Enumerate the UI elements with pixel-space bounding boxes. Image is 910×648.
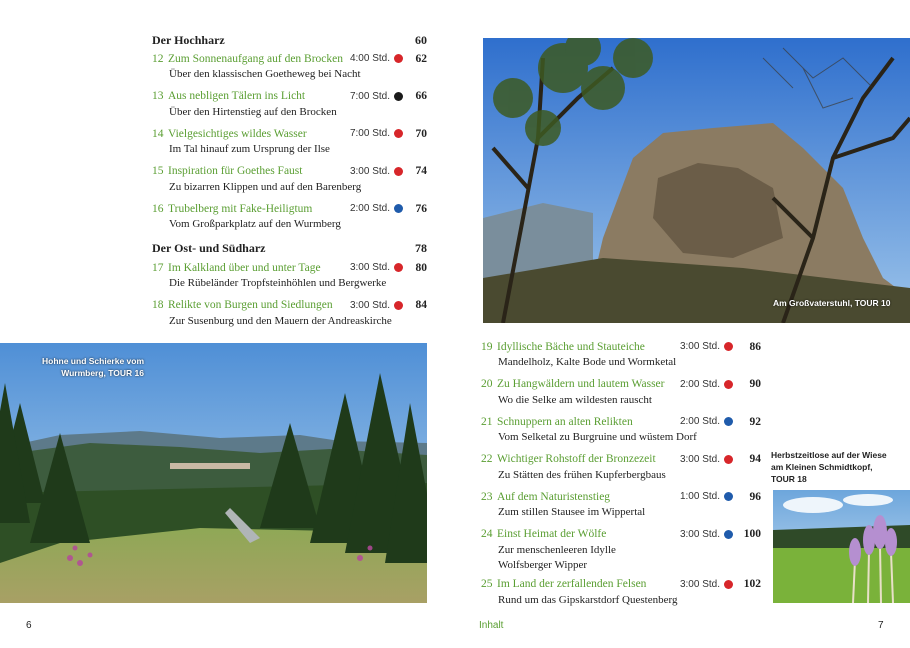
landscape-photo-wurmberg <box>0 343 427 603</box>
toc-entry-14[interactable] <box>152 125 427 163</box>
tour-number: 13 <box>152 90 164 102</box>
toc-list-ost-suedharz <box>152 259 427 334</box>
crocus-photo <box>773 490 910 603</box>
tour-duration: 2:00 Std. <box>679 378 720 390</box>
tour-number: 14 <box>152 127 164 140</box>
difficulty-blue-icon <box>724 530 733 539</box>
tour-title: Auf dem Naturistenstieg <box>497 490 611 503</box>
tour-page: 62 <box>415 52 427 65</box>
toc-entry-23[interactable] <box>481 488 761 526</box>
tour-number: 20 <box>481 378 493 390</box>
section-heading-hochharz[interactable] <box>152 33 427 48</box>
tour-title: Zu Hangwäldern und lautem Wasser <box>497 378 665 390</box>
tour-number: 22 <box>481 453 493 465</box>
section-title: Der Hochharz <box>152 33 225 47</box>
tour-duration: 3:00 Std. <box>349 262 390 273</box>
toc-list-hochharz <box>152 50 427 238</box>
difficulty-blue-icon <box>724 492 733 501</box>
tour-title: Trubelberg mit Fake-Heiligtum <box>168 202 313 215</box>
tour-title: Relikte von Burgen und Siedlungen <box>168 299 333 311</box>
page-number-right: 7 <box>878 620 884 631</box>
tour-duration: 3:00 Std. <box>349 165 390 177</box>
tour-subtitle: Zu Stätten des frühen Kupferbergbaus <box>498 468 666 481</box>
toc-entry-15[interactable] <box>152 163 427 201</box>
tour-number: 18 <box>152 299 164 311</box>
tour-number: 17 <box>152 261 164 274</box>
toc-entry-16[interactable] <box>152 200 427 238</box>
toc-entry-13[interactable] <box>152 88 427 126</box>
tour-subtitle: Vom Selketal zu Burgruine und wüstem Dorf <box>498 431 697 443</box>
rock-formation-image <box>483 38 910 323</box>
tour-duration: 3:00 Std. <box>679 341 720 352</box>
tour-page: 86 <box>749 340 761 353</box>
tour-duration: 2:00 Std. <box>349 203 390 214</box>
tour-title: Schnuppern an alten Relikten <box>497 415 633 428</box>
page-number-left: 6 <box>26 620 32 631</box>
section-heading-ost-suedharz[interactable] <box>152 241 427 256</box>
toc-entry-21[interactable] <box>481 413 761 451</box>
tour-page: 84 <box>415 299 427 311</box>
tour-title: Aus nebligen Tälern ins Licht <box>168 90 306 102</box>
toc-list-right <box>481 338 761 613</box>
tour-page: 102 <box>743 578 761 590</box>
section-page: 78 <box>415 241 427 255</box>
right-page <box>455 0 910 648</box>
tour-subtitle: Die Rübeländer Tropfsteinhöhlen und Bergwerke <box>169 277 387 289</box>
caption-line: Hohne und Schierke vom <box>42 356 145 366</box>
tour-duration: 3:00 Std. <box>679 528 720 540</box>
tour-title: Zum Sonnenaufgang auf den Brocken <box>168 52 344 65</box>
tour-number: 16 <box>152 202 164 215</box>
difficulty-red-icon <box>724 455 733 464</box>
tour-page: 100 <box>743 528 761 540</box>
tour-number: 15 <box>152 165 164 177</box>
tour-title: Wichtiger Rohstoff der Bronzezeit <box>497 453 656 465</box>
toc-entry-18[interactable] <box>152 297 427 335</box>
tour-page: 94 <box>749 453 761 465</box>
tour-subtitle: Zum stillen Stausee im Wippertal <box>498 506 646 518</box>
caption-line: Wurmberg, TOUR 16 <box>61 368 145 378</box>
toc-entry-19[interactable] <box>481 338 761 376</box>
tour-duration: 4:00 Std. <box>349 53 390 64</box>
tour-subtitle: Zur Susenburg und den Mauern der Andreaskirche <box>169 314 392 327</box>
tour-number: 25 <box>481 578 493 590</box>
difficulty-red-icon <box>394 54 403 63</box>
difficulty-red-icon <box>394 301 403 310</box>
tour-duration: 3:00 Std. <box>679 453 720 465</box>
difficulty-blue-icon <box>394 204 403 213</box>
tour-page: 70 <box>415 127 427 140</box>
tour-page: 74 <box>415 165 427 177</box>
tour-title: Im Land der zerfallenden Felsen <box>497 578 647 590</box>
tour-subtitle: Mandelholz, Kalte Bode und Wormketal <box>498 356 677 368</box>
tour-title: Idyllische Bäche und Stauteiche <box>497 340 645 353</box>
tour-duration: 3:00 Std. <box>349 299 390 311</box>
difficulty-red-icon <box>394 167 403 176</box>
toc-entry-20[interactable] <box>481 376 761 414</box>
tour-number: 24 <box>481 528 493 540</box>
tour-duration: 3:00 Std. <box>679 578 720 590</box>
tour-duration: 7:00 Std. <box>349 128 390 139</box>
caption-line: Herbstzeitlose auf der Wiese <box>771 450 887 460</box>
tour-number: 21 <box>481 415 493 428</box>
tour-title: Einst Heimat der Wölfe <box>497 528 607 540</box>
forest-landscape-image <box>0 343 427 603</box>
tour-subtitle: Über den Hirtenstieg auf den Brocken <box>169 105 337 118</box>
tour-subtitle: Zur menschenleeren Idylle <box>498 543 616 556</box>
difficulty-red-icon <box>724 342 733 351</box>
tour-number: 23 <box>481 490 493 503</box>
caption-line: TOUR 18 <box>771 474 807 484</box>
tour-subtitle: Rund um das Gipskarstdorf Questenberg <box>498 593 678 606</box>
tour-subtitle: Im Tal hinauf zum Ursprung der Ilse <box>169 143 330 155</box>
tour-title: Im Kalkland über und unter Tage <box>168 261 321 274</box>
tour-subtitle-line2: Wolfsberger Wipper <box>498 558 587 571</box>
difficulty-red-icon <box>724 580 733 589</box>
tour-title: Inspiration für Goethes Faust <box>168 165 303 177</box>
photo-caption-grossvaterstuhl: Am Großvaterstuhl, TOUR 10 <box>773 298 891 308</box>
section-page: 60 <box>415 33 427 47</box>
tour-page: 80 <box>415 261 427 274</box>
tour-page: 96 <box>749 490 761 503</box>
toc-entry-25[interactable] <box>481 576 761 614</box>
caption-line: am Kleinen Schmidtkopf, <box>771 462 873 472</box>
tour-duration: 7:00 Std. <box>349 90 390 102</box>
toc-entry-17[interactable] <box>152 259 427 297</box>
toc-entry-12[interactable] <box>152 50 427 88</box>
section-title: Der Ost- und Südharz <box>152 241 266 255</box>
tour-subtitle: Wo die Selke am wildesten rauscht <box>498 393 652 406</box>
side-caption-herbstzeitlose <box>771 449 901 485</box>
difficulty-red-icon <box>394 263 403 272</box>
tour-page: 66 <box>415 90 427 102</box>
tour-page: 76 <box>415 202 427 215</box>
difficulty-red-icon <box>724 380 733 389</box>
tour-number: 19 <box>481 340 493 353</box>
tour-number: 12 <box>152 52 164 65</box>
tour-subtitle: Über den klassischen Goetheweg bei Nacht <box>169 68 361 80</box>
difficulty-blue-icon <box>724 417 733 426</box>
footer-label-inhalt: Inhalt <box>479 620 504 631</box>
tour-duration: 1:00 Std. <box>679 491 720 502</box>
difficulty-black-icon <box>394 92 403 101</box>
toc-entry-22[interactable] <box>481 451 761 489</box>
photo-caption-wurmberg <box>42 355 144 379</box>
tour-subtitle: Zu bizarren Klippen und auf den Barenberg <box>169 180 362 193</box>
tour-subtitle: Vom Großparkplatz auf den Wurmberg <box>169 218 341 230</box>
tour-title: Vielgesichtiges wildes Wasser <box>168 127 307 140</box>
difficulty-red-icon <box>394 129 403 138</box>
tour-duration: 2:00 Std. <box>679 416 720 427</box>
tour-page: 90 <box>749 378 761 390</box>
rock-photo-grossvaterstuhl <box>483 38 910 323</box>
tour-page: 92 <box>749 415 761 428</box>
toc-entry-24[interactable] <box>481 526 761 576</box>
crocus-meadow-image <box>773 490 910 603</box>
